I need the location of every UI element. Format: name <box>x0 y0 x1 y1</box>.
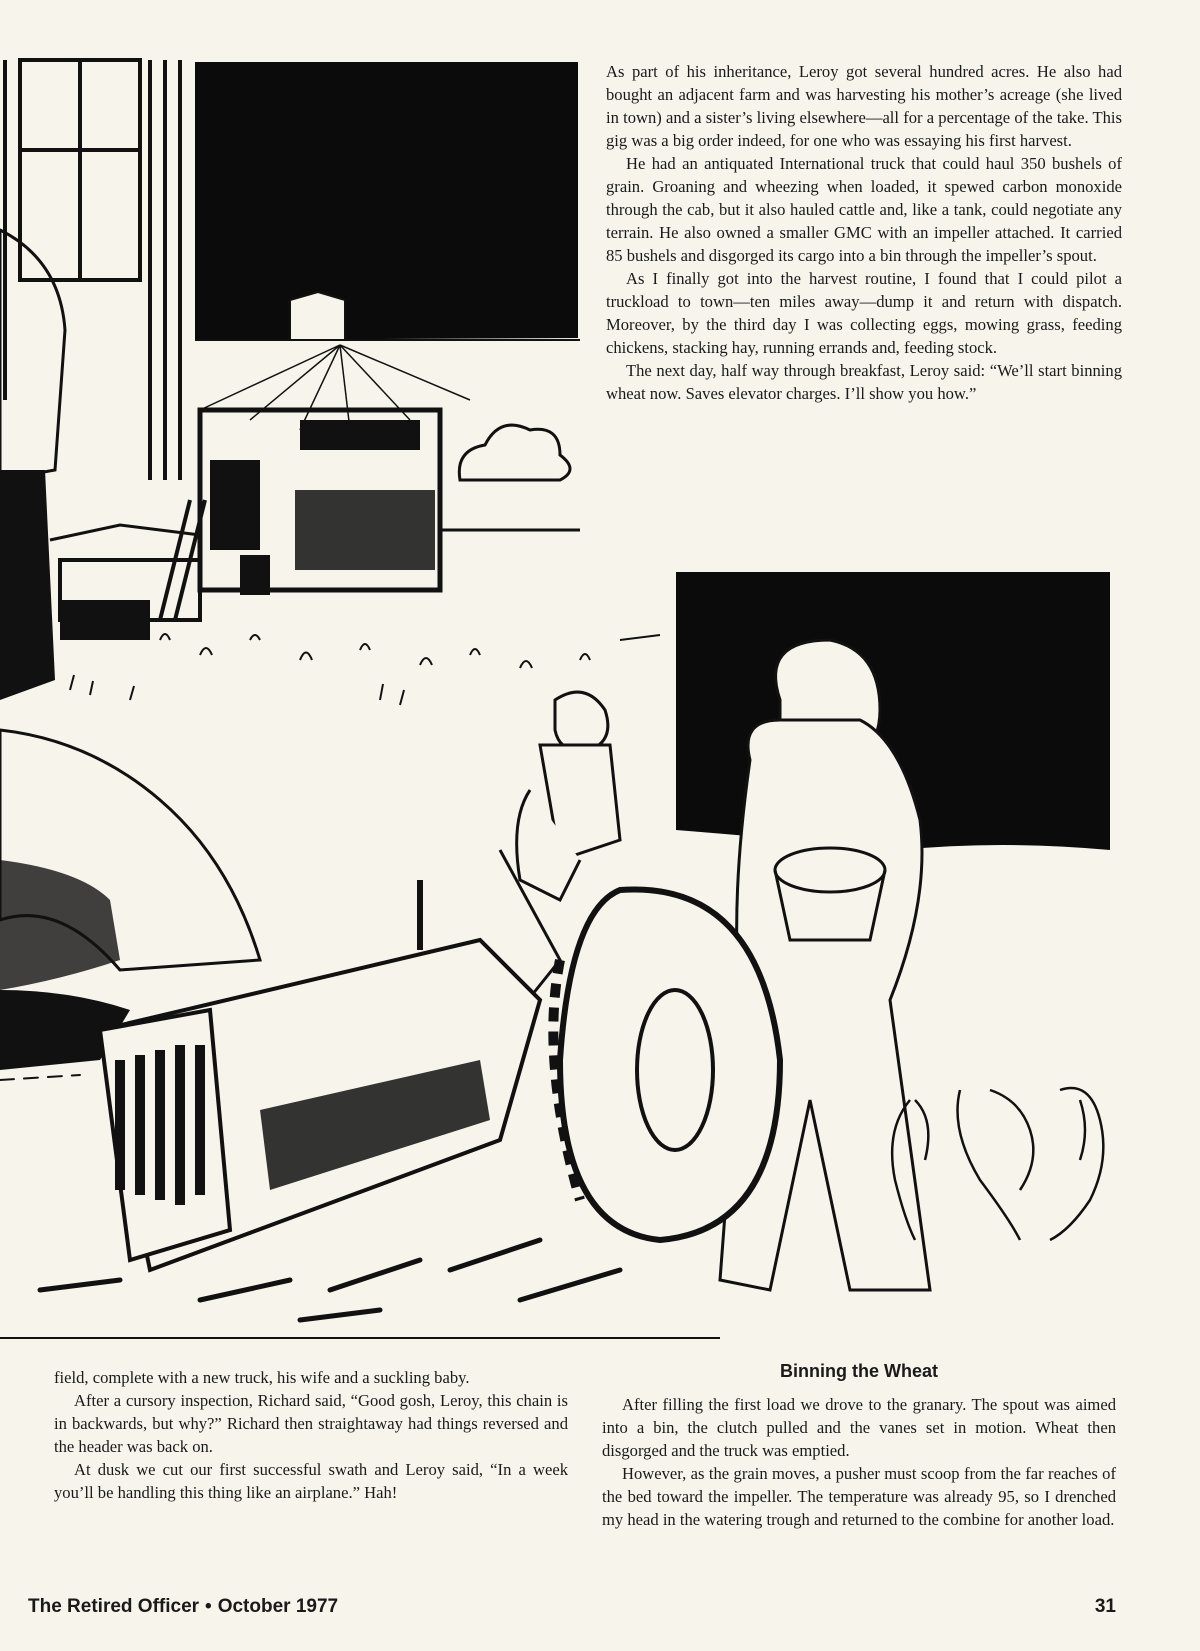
footer-bullet: • <box>205 1596 212 1617</box>
bottom-right-article-column <box>602 1360 1116 1531</box>
paragraph: The next day, half way through breakfast, Leroy said: “We’ll start binning wheat now. Saves elevator charges. I’ll show you how.” <box>606 361 1122 403</box>
page-footer-publication <box>28 1596 338 1618</box>
chickens-drawing <box>892 1088 1103 1240</box>
paragraph: After filling the first load we drove to the granary. The spout was aimed into a bin, the clutch pulled and the vanes set in motion. Wheat then disgorged and the truck was emptied. <box>602 1395 1116 1460</box>
paragraph: As I finally got into the harvest routine, I found that I could pilot a truckload to town—ten miles away—dump it and return with dispatch. Moreover, by the third day I was collecting eggs, mowing grass, feeding chickens, stacking hay, running errands and, feeding stock. <box>606 269 1122 357</box>
publication-name: The Retired Officer <box>28 1596 200 1617</box>
night-barn-scene <box>195 62 580 430</box>
cloud-drawing <box>459 425 570 480</box>
publication-date: October 1977 <box>217 1596 339 1617</box>
paragraph: He had an antiquated International truck that could haul 350 bushels of grain. Groaning and wheezing when loaded, it spewed carbon monoxide through the cab, but it also hauled cattle and, like a tank, could negotiate any terrain. He also owned a smaller GMC with an impeller attached. It carried 85 bushels and disgorged its cargo into a bin through the impeller’s spout. <box>606 154 1122 265</box>
paragraph: As part of his inheritance, Leroy got several hundred acres. He also had bought an adjacent farm and was harvesting his mother’s acreage (she lived in town) and a sister’s living elsewhere—all for a percentage of the take. This gig was a big order indeed, for one who was essaying his first harvest. <box>606 62 1122 150</box>
paragraph: At dusk we cut our first successful swath and Leroy said, “In a week you’ll be handling this thing like an airplane.” Hah! <box>54 1460 568 1502</box>
farmer-figure-left <box>0 230 260 1070</box>
paragraph: However, as the grain moves, a pusher must scoop from the far reaches of the bed toward the impeller. The temperature was already 95, so I drenched my head in the watering trough and returned to the combine for another load. <box>602 1464 1116 1529</box>
paragraph: After a cursory inspection, Richard said, “Good gosh, Leroy, this chain is in backwards, but why?” Richard then straightaway had things reversed and the header was back on. <box>54 1391 568 1456</box>
bottom-left-article-column <box>54 1366 568 1504</box>
paragraph: field, complete with a new truck, his wife and a suckling baby. <box>54 1368 470 1387</box>
combine-drawing <box>50 410 440 640</box>
top-article-column <box>606 60 1122 405</box>
barn-window-drawing <box>5 60 180 480</box>
tractor-drawing <box>100 880 780 1270</box>
section-subheading: Binning the Wheat <box>780 1361 938 1381</box>
page-number: 31 <box>1094 1596 1116 1617</box>
